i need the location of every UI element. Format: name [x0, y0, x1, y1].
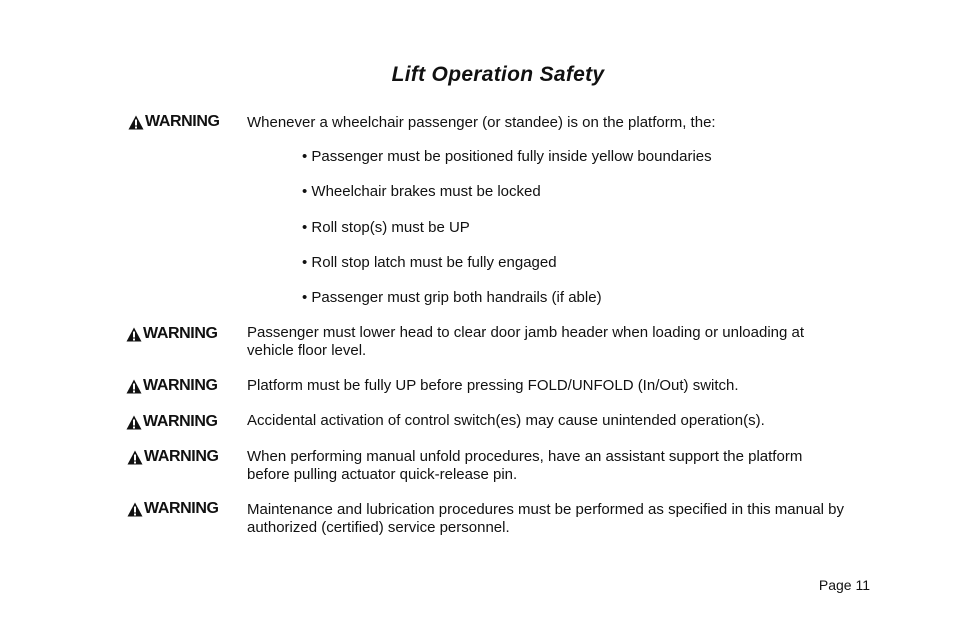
- warning-label-text: WARNING: [145, 113, 220, 130]
- warning-1-text: Whenever a wheelchair passenger (or standee) is on the platform, the:: [247, 114, 716, 131]
- warning-triangle-icon: [126, 379, 143, 394]
- warning-5-line-2: before pulling actuator quick-release pin.: [247, 466, 518, 483]
- warning-4-text: Accidental activation of control switch(es) may cause unintended operation(s).: [247, 412, 765, 429]
- warning-1-bullet-4: • Roll stop latch must be fully engaged: [302, 254, 557, 271]
- warning-1-bullet-1: • Passenger must be positioned fully inside yellow boundaries: [302, 148, 712, 165]
- warning-triangle-icon: [126, 415, 143, 430]
- warning-triangle-icon: [127, 502, 144, 517]
- warning-triangle-icon: [127, 450, 144, 465]
- warning-label-6: [127, 500, 219, 518]
- warning-triangle-icon: [128, 115, 145, 130]
- warning-6-line-2: authorized (certified) service personnel.: [247, 519, 510, 536]
- warning-label-3: [126, 377, 218, 395]
- warning-1-bullet-2: • Wheelchair brakes must be locked: [302, 183, 541, 200]
- warning-label-text: WARNING: [143, 413, 218, 430]
- warning-triangle-icon: [126, 327, 143, 342]
- warning-label-text: WARNING: [143, 325, 218, 342]
- warning-label-4: [126, 413, 218, 431]
- warning-label-1: [128, 113, 220, 131]
- warning-label-text: WARNING: [144, 448, 219, 465]
- warning-6-line-1: Maintenance and lubrication procedures must be performed as specified in this manual by: [247, 501, 844, 518]
- page-number: Page 11: [818, 577, 870, 593]
- warning-5-line-1: When performing manual unfold procedures, have an assistant support the platform: [247, 448, 803, 465]
- warning-label-text: WARNING: [143, 377, 218, 394]
- warning-label-text: WARNING: [144, 500, 219, 517]
- warning-1-bullet-3: • Roll stop(s) must be UP: [302, 219, 470, 236]
- warning-1-bullet-5: • Passenger must grip both handrails (if able): [302, 289, 602, 306]
- warning-label-5: [127, 448, 219, 466]
- warning-2-line-2: vehicle floor level.: [247, 342, 367, 359]
- warning-2-line-1: Passenger must lower head to clear door jamb header when loading or unloading at: [247, 324, 805, 341]
- warning-label-2: [126, 325, 218, 343]
- page-title: Lift Operation Safety: [391, 63, 605, 86]
- warning-3-text: Platform must be fully UP before pressing FOLD/UNFOLD (In/Out) switch.: [247, 377, 739, 394]
